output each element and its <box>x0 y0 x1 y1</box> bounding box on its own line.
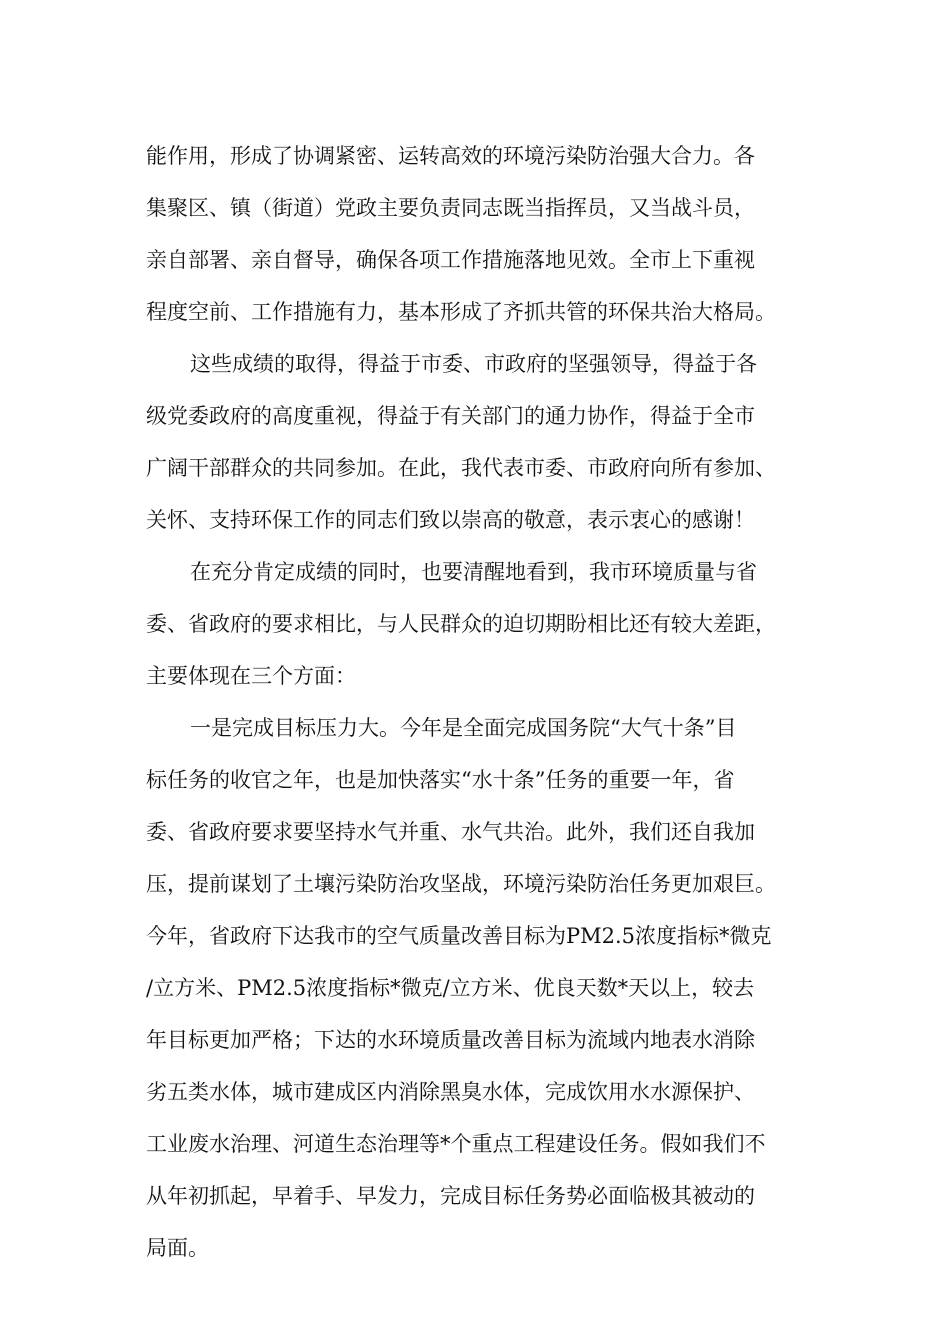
text-line: 委、省政府的要求相比，与人民群众的迫切期盼相比还有较大差距， <box>146 612 776 636</box>
text-line: 程度空前、工作措施有力，基本形成了齐抓共管的环保共治大格局。 <box>146 300 776 324</box>
paragraph-first-line: 一是完成目标压力大。今年是全面完成国务院“大气十条”目 <box>190 716 737 740</box>
paragraph-first-line: 这些成绩的取得，得益于市委、市政府的坚强领导，得益于各 <box>190 352 757 376</box>
text-line: /立方米、PM2.5浓度指标*微克/立方米、优良天数*天以上，较去 <box>146 976 755 1000</box>
text-line: 局面。 <box>146 1236 209 1260</box>
text-line: 广阔干部群众的共同参加。在此，我代表市委、市政府向所有参加、 <box>146 456 776 480</box>
text-line: 集聚区、镇（街道）党政主要负责同志既当指挥员，又当战斗员， <box>146 196 755 220</box>
text-line: 今年，省政府下达我市的空气质量改善目标为PM2.5浓度指标*微克 <box>146 924 772 948</box>
text-line: 亲自部署、亲自督导，确保各项工作措施落地见效。全市上下重视 <box>146 248 755 272</box>
text-line: 委、省政府要求要坚持水气并重、水气共治。此外，我们还自我加 <box>146 820 755 844</box>
text-line: 级党委政府的高度重视，得益于有关部门的通力协作，得益于全市 <box>146 404 755 428</box>
text-line: 从年初抓起，早着手、早发力，完成目标任务势必面临极其被动的 <box>146 1184 755 1208</box>
text-line: 关怀、支持环保工作的同志们致以崇高的敬意，表示衷心的感谢！ <box>146 508 755 532</box>
text-line: 年目标更加严格；下达的水环境质量改善目标为流域内地表水消除 <box>146 1028 755 1052</box>
text-line: 能作用，形成了协调紧密、运转高效的环境污染防治强大合力。各 <box>146 144 755 168</box>
text-line: 工业废水治理、河道生态治理等*个重点工程建设任务。假如我们不 <box>146 1132 766 1156</box>
text-line: 劣五类水体，城市建成区内消除黑臭水体，完成饮用水水源保护、 <box>146 1080 755 1104</box>
paragraph-first-line: 在充分肯定成绩的同时，也要清醒地看到，我市环境质量与省 <box>190 560 757 584</box>
text-line: 主要体现在三个方面： <box>146 664 356 688</box>
text-line: 压，提前谋划了土壤污染防治攻坚战，环境污染防治任务更加艰巨。 <box>146 872 776 896</box>
text-line: 标任务的收官之年，也是加快落实“水十条”任务的重要一年，省 <box>146 768 735 792</box>
document-body <box>146 130 826 1274</box>
